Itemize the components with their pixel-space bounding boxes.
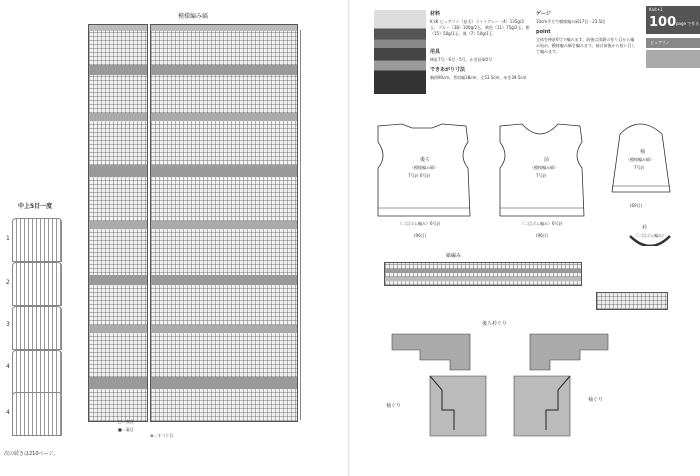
neck-armhole-chart [390, 330, 610, 440]
collar-title: 衿 [642, 225, 648, 231]
yarn-sample [646, 50, 700, 68]
chart-band [89, 25, 147, 31]
front-rib-label: （二目ゴム編み）6号針 [520, 221, 563, 226]
back-subtitle: （模様編み縞） [410, 165, 438, 170]
yarn-tab [646, 38, 700, 48]
point-heading: point [536, 29, 551, 35]
chart-band [89, 113, 147, 121]
chart-band [151, 25, 297, 31]
chart-band [151, 165, 297, 177]
pattern-title: 縞編み [446, 253, 462, 259]
row-indicator-line [300, 30, 301, 420]
back-title: 後ろ [420, 157, 431, 163]
tools-heading: 用具 [430, 49, 441, 55]
step-number: 2 [6, 279, 10, 286]
step-illustration [12, 392, 62, 436]
chart-band [151, 221, 297, 229]
model-photo [374, 10, 426, 94]
sleeve-title: 袖 [640, 149, 646, 155]
front-dimension: (96目) [536, 233, 549, 238]
badge-number: 100 [649, 15, 677, 30]
badge-sub: page で作る [676, 21, 700, 26]
rib-chart [596, 292, 668, 310]
front-needle: 7号針 [536, 173, 547, 178]
back-dimension: (96目) [414, 233, 427, 238]
neck-title: 後ろ衿ぐり [482, 321, 508, 327]
point-text: 全体を棒針6号で編みます。前後は別鎖の作り目から編み始め、模様編み縞を編みます。袖は前後から拾い目して編みます。 [536, 37, 636, 54]
chart-band [385, 269, 581, 273]
sleeve-dimension: (69目) [630, 203, 643, 208]
front-subtitle: （模様編み縞） [530, 165, 558, 170]
front-title: 前 [544, 157, 550, 163]
step-number: 4 [6, 409, 10, 416]
chart-band [89, 65, 147, 75]
collar-subtitle: （二目ゴム編み） [634, 233, 666, 238]
footer-note: 次の続きは210ページ。 [4, 451, 59, 457]
legend-item: □＝表目 [118, 419, 134, 424]
badge-label: Knit+1 [649, 7, 663, 12]
back-needle: 7号針 6号針 [408, 173, 431, 178]
size-heading: できあがり寸法 [430, 67, 466, 73]
gauge-text: 10cm平方で模様編み縞17目・23.5段 [536, 19, 606, 24]
armhole-right-label: 袖ぐり [588, 397, 604, 403]
chart-band [151, 275, 297, 285]
sleeve-subtitle: （模様編み縞） [626, 157, 654, 162]
chart-band [385, 277, 581, 281]
step-illustration [12, 350, 62, 394]
yarn-tab-label: ピュアリノ [650, 40, 670, 45]
chart-band [89, 275, 147, 285]
chart-band [151, 113, 297, 121]
chart-panel-right [150, 24, 298, 422]
size-text: 胸囲90cm、背肩幅38cm、丈53.5cm、ゆき39.5cm [430, 75, 527, 80]
tools-text: 棒針7号・6号・5号、かぎ針4/0号 [430, 57, 493, 62]
step-illustration [12, 262, 62, 306]
chart-band [89, 325, 147, 333]
chart-panel-left [88, 24, 148, 422]
chart-band [89, 221, 147, 229]
legend-item: ■＝裏目 [118, 427, 134, 432]
right-page [350, 0, 700, 476]
chart-title: 模様編み縞 [178, 13, 209, 20]
sleeve-needle: 7号針 [634, 165, 645, 170]
materials-text: K'sK ピュアリノ（並太）ライトグレー（4）135g/3玉、ブルー（38）100g/2玉、黄色（11）75g/2玉、紺（15）50g/1玉、黒（7）50g/1玉 [430, 19, 530, 36]
page-badge [646, 6, 700, 34]
step-number: 3 [6, 321, 10, 328]
back-rib-label: （二目ゴム編み）6号針 [398, 221, 441, 226]
step-illustration [12, 306, 62, 350]
step-number: 4 [6, 363, 10, 370]
legend-item: ⊠＝すべり目 [150, 433, 174, 438]
step-illustration [12, 218, 62, 262]
gauge-heading: ゲージ [536, 11, 551, 17]
chart-band [151, 65, 297, 75]
chart-band [89, 165, 147, 177]
step-number: 1 [6, 235, 10, 242]
stripe-chart [384, 262, 582, 286]
chart-band [151, 377, 297, 389]
chart-band [89, 377, 147, 389]
chart-band [151, 325, 297, 333]
armhole-left-label: 袖ぐり [386, 403, 402, 409]
technique-title: 中上5目一度 [18, 203, 53, 210]
materials-heading: 材料 [430, 11, 441, 17]
